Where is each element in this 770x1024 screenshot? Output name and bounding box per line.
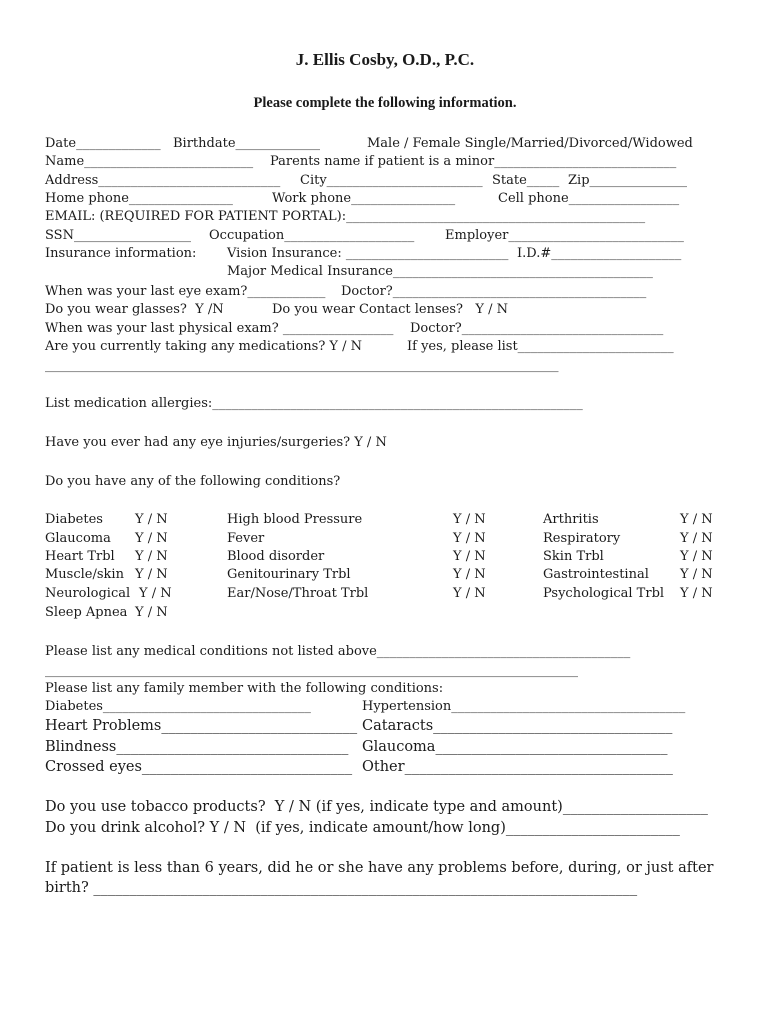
condition-ent-label: Ear/Nose/Throat Trbl xyxy=(227,586,369,601)
condition-diabetes-label: Diabetes xyxy=(45,512,103,527)
condition-gastrointestinal-yn[interactable]: Y / N xyxy=(680,567,713,582)
condition-sleep-apnea-label: Sleep Apnea xyxy=(45,605,128,620)
family-glaucoma-field[interactable]: Glaucoma________________________________ xyxy=(362,739,668,755)
family-hypertension-field[interactable]: Hypertension____________________________________ xyxy=(362,699,686,714)
insurance-label: Insurance information: xyxy=(45,246,197,261)
condition-arthritis-label: Arthritis xyxy=(543,512,599,527)
condition-neurological-label: Neurological xyxy=(45,586,131,601)
condition-fever-yn[interactable]: Y / N xyxy=(453,531,486,546)
condition-muscle-skin-yn[interactable]: Y / N xyxy=(135,567,168,582)
zip-field[interactable]: Zip_______________ xyxy=(568,173,688,188)
email-field[interactable]: EMAIL: (REQUIRED FOR PATIENT PORTAL):______________________________________________ xyxy=(45,209,646,224)
condition-fever-label: Fever xyxy=(227,531,265,546)
condition-skin-label: Skin Trbl xyxy=(543,549,604,564)
condition-glaucoma-label: Glaucoma xyxy=(45,531,111,546)
condition-heart-label: Heart Trbl xyxy=(45,549,115,564)
condition-blood-disorder-yn[interactable]: Y / N xyxy=(453,549,486,564)
condition-respiratory-yn[interactable]: Y / N xyxy=(680,531,713,546)
eye-injuries-question[interactable]: Have you ever had any eye injuries/surgeries? Y / N xyxy=(45,435,387,450)
address-field[interactable]: Address____________________________ xyxy=(45,173,281,188)
other-conditions-field[interactable]: Please list any medical conditions not listed above_______________________________________ xyxy=(45,644,631,659)
work-phone-field[interactable]: Work phone________________ xyxy=(272,191,456,206)
sex-marital-status-field[interactable]: Male / Female Single/Married/Divorced/Widowed xyxy=(367,136,693,151)
physical-exam-doctor-field[interactable]: Doctor?_______________________________ xyxy=(410,321,664,336)
family-other-field[interactable]: Other_____________________________________ xyxy=(362,759,673,775)
medications-question[interactable]: Are you currently taking any medications? Y / N xyxy=(45,339,363,354)
employer-field[interactable]: Employer___________________________ xyxy=(445,228,684,243)
contact-lenses-question[interactable]: Do you wear Contact lenses? Y / N xyxy=(272,302,508,317)
condition-muscle-skin-label: Muscle/skin xyxy=(45,567,124,582)
condition-arthritis-yn[interactable]: Y / N xyxy=(680,512,713,527)
condition-respiratory-label: Respiratory xyxy=(543,531,621,546)
state-field[interactable]: State_____ xyxy=(492,173,560,188)
birthdate-field[interactable]: Birthdate_____________ xyxy=(173,136,321,151)
occupation-field[interactable]: Occupation____________________ xyxy=(209,228,415,243)
birth-problems-field[interactable]: birth? ___________________________________________________________________________ xyxy=(45,880,638,896)
condition-gastrointestinal-label: Gastrointestinal xyxy=(543,567,649,582)
condition-diabetes-yn[interactable]: Y / N xyxy=(135,512,168,527)
birth-problems-question: If patient is less than 6 years, did he or she have any problems before, during, or just after xyxy=(45,860,714,876)
alcohol-question[interactable]: Do you drink alcohol? Y / N (if yes, indicate amount/how long)________________________ xyxy=(45,820,680,836)
medications-blank-line[interactable]: _______________________________________________________________________________ xyxy=(45,358,559,373)
family-crossed-eyes-field[interactable]: Crossed eyes_____________________________ xyxy=(45,759,353,775)
condition-sleep-apnea-yn[interactable]: Y / N xyxy=(135,605,168,620)
medications-list-field[interactable]: If yes, please list________________________ xyxy=(407,339,674,354)
family-history-intro: Please list any family member with the following conditions: xyxy=(45,681,444,696)
condition-high-bp-yn[interactable]: Y / N xyxy=(453,512,486,527)
vision-insurance-field[interactable]: Vision Insurance: _________________________ xyxy=(227,246,509,261)
form-instructions: Please complete the following information. xyxy=(253,95,517,111)
city-field[interactable]: City________________________ xyxy=(300,173,483,188)
cell-phone-field[interactable]: Cell phone_________________ xyxy=(498,191,680,206)
date-field[interactable]: Date_____________ xyxy=(45,136,161,151)
medication-allergies-field[interactable]: List medication allergies:_________________________________________________________ xyxy=(45,396,583,411)
ssn-field[interactable]: SSN__________________ xyxy=(45,228,191,243)
condition-psychological-label: Psychological Trbl xyxy=(543,586,665,601)
last-eye-exam-field[interactable]: When was your last eye exam?____________ xyxy=(45,284,326,299)
conditions-question: Do you have any of the following conditions? xyxy=(45,474,341,489)
condition-ent-yn[interactable]: Y / N xyxy=(453,586,486,601)
major-medical-insurance-field[interactable]: Major Medical Insurance________________________________________ xyxy=(227,264,653,279)
condition-glaucoma-yn[interactable]: Y / N xyxy=(135,531,168,546)
condition-genitourinary-yn[interactable]: Y / N xyxy=(453,567,486,582)
insurance-id-field[interactable]: I.D.#____________________ xyxy=(517,246,682,261)
condition-genitourinary-label: Genitourinary Trbl xyxy=(227,567,351,582)
condition-neurological-yn[interactable]: Y / N xyxy=(139,586,172,601)
home-phone-field[interactable]: Home phone________________ xyxy=(45,191,233,206)
name-field[interactable]: Name__________________________ xyxy=(45,154,254,169)
condition-skin-yn[interactable]: Y / N xyxy=(680,549,713,564)
condition-high-bp-label: High blood Pressure xyxy=(227,512,363,527)
eye-exam-doctor-field[interactable]: Doctor?_______________________________________ xyxy=(341,284,647,299)
tobacco-question[interactable]: Do you use tobacco products? Y / N (if yes, indicate type and amount)____________________ xyxy=(45,799,708,815)
family-diabetes-field[interactable]: Diabetes________________________________ xyxy=(45,699,311,714)
family-blindness-field[interactable]: Blindness________________________________ xyxy=(45,739,349,755)
family-heart-problems-field[interactable]: Heart Problems___________________________ xyxy=(45,718,358,734)
page-title: J. Ellis Cosby, O.D., P.C. xyxy=(295,50,475,69)
last-physical-exam-field[interactable]: When was your last physical exam? _________________ xyxy=(45,321,394,336)
other-conditions-blank-line[interactable]: __________________________________________________________________________________ xyxy=(45,663,578,678)
condition-blood-disorder-label: Blood disorder xyxy=(227,549,325,564)
parents-name-field[interactable]: Parents name if patient is a minor____________________________ xyxy=(270,154,677,169)
family-cataracts-field[interactable]: Cataracts_________________________________ xyxy=(362,718,673,734)
condition-heart-yn[interactable]: Y / N xyxy=(135,549,168,564)
condition-psychological-yn[interactable]: Y / N xyxy=(680,586,713,601)
wear-glasses-question[interactable]: Do you wear glasses? Y /N xyxy=(45,302,224,317)
